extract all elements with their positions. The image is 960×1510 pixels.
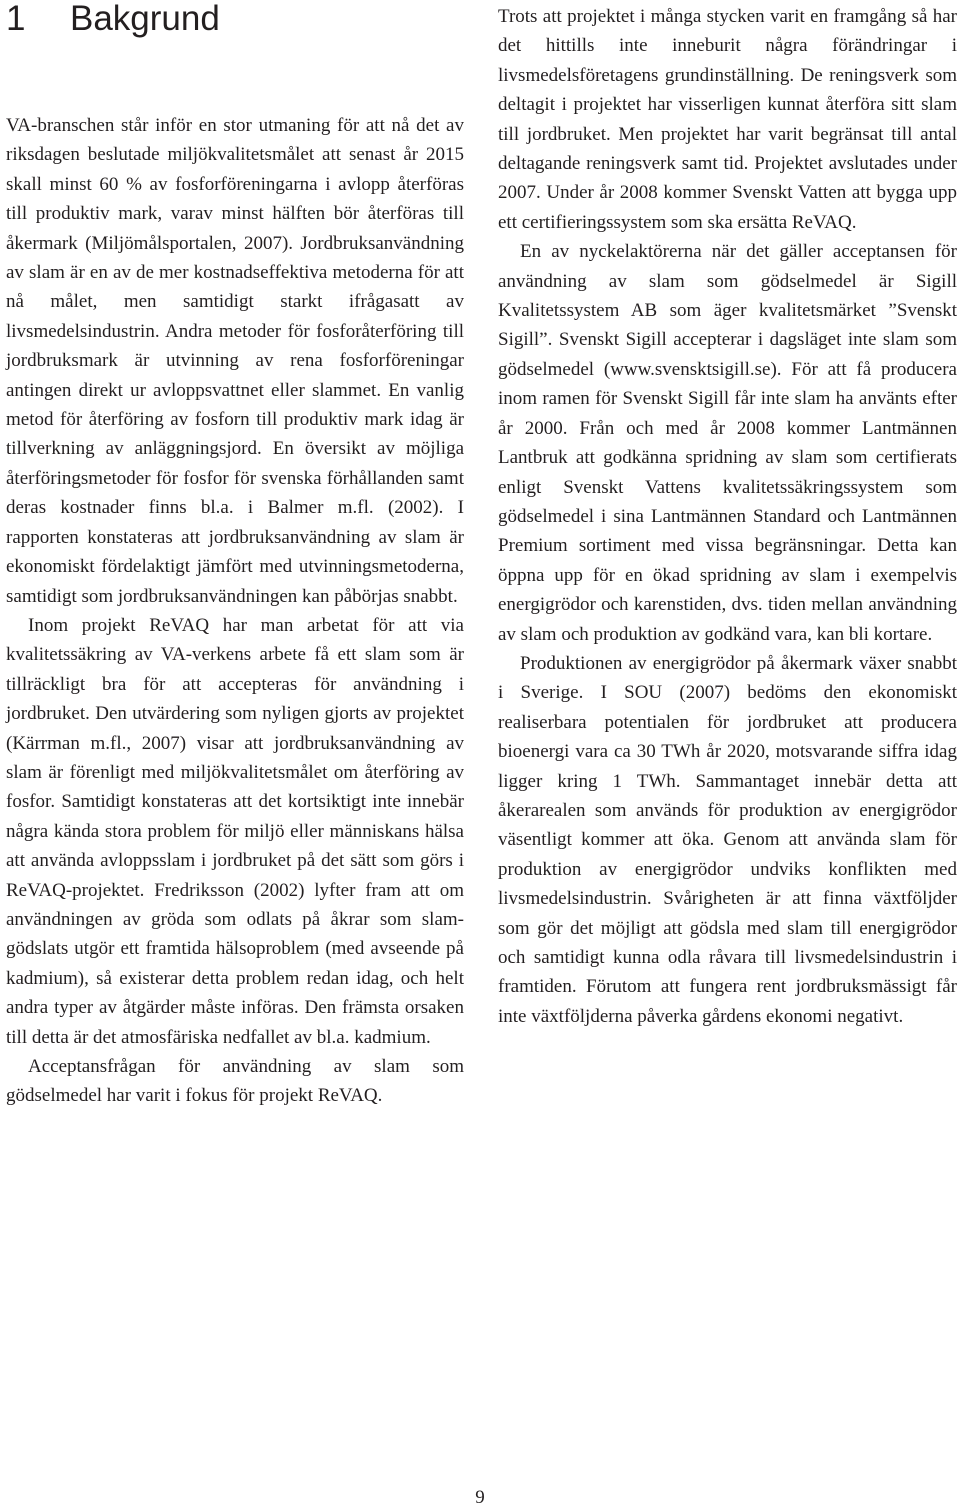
paragraph: Inom projekt ReVAQ har man arbetat för att via kvalitetssäkring av VA-verkens arbete få ett slam som är tillräckligt bra för att accepteras för användning i jordbruket. Den utvärdering som nyligen gjorts av projektet (Kärrman m.fl., 2007) visar att jordbruksanvändning av slam är förenligt med miljökvalitetsmålet om återföring av fosfor. Samtidigt konstateras att det kortsiktigt inte innebär några kända stora problem för miljö eller människans hälsa att använda avloppsslam i jordbruket på det sätt som görs i ReVAQ-projektet. Fredriksson (2002) lyfter fram att om användningen av gröda som odlats på åkrar som slamgödslats utgör ett framtida hälsoproblem (med avseende på kadmium), så existerar detta problem redan idag, och helt andra typer av åtgärder måste införas. Den främsta orsaken till detta är det atmosfäriska nedfallet av bl.a. kadmium.	[6, 614, 464, 1048]
paragraph: Trots att projektet i många stycken varit en framgång så har det hittills inte inneburit några förändringar i livsmedelsföretagens grundinställning. De reningsverk som deltagit i projektet har visserligen kunnat återföra sitt slam till jordbruket. Men projektet har varit begränsat till antal deltagande reningsverk samt tid. Projektet avslutades under 2007. Under år 2008 kommer Svenskt Vatten att bygga upp ett certifieringssystem som ska ersätta ReVAQ.	[498, 6, 957, 233]
chapter-number: 1	[6, 0, 26, 38]
paragraph: Produktionen av energigrödor på åkermark växer snabbt i Sverige. I SOU (2007) bedöms den ekonomiskt realiserbara potentialen för jordbruket att producera bioenergi vara ca 30 TWh år 2020, motsvarande siffra idag ligger kring 1 TWh. Sammantaget innebär detta att åkerarealen som används för produktion av energigrödor väsentligt kommer att öka. Genom att använda slam för produktion av energigrödor undviks konflikten med livsmedelsindustrin. Svårigheten är att finna växtföljder som gör det möjligt att gödsla med slam till energigrödor och samtidigt kunna odla råvara till livsmedelsindustrin i framtiden. Förutom att fungera rent jordbruksmässigt får inte växtföljderna påverka gårdens ekonomi negativt.	[498, 652, 957, 1027]
chapter-heading	[6, 0, 220, 40]
left-text-column	[6, 111, 464, 1111]
paragraph: Acceptansfrågan för användning av slam som gödselmedel har varit i fokus för projekt ReVAQ.	[6, 1056, 464, 1107]
paragraph: VA-branschen står inför en stor utmaning för att nå det av riksdagen beslutade miljökvalitetsmålet att senast år 2015 skall minst 60 % av fosforföreningarna i avlopp återföras till produktiv mark, varav minst hälften bör återföras till åkermark (Miljömålsportalen, 2007). Jordbruksanvändning av slam är en av de mer kostnadseffektiva metoderna för att nå målet, men samtidigt starkt ifrågasatt av livsmedelsindustrin. Andra metoder för fosforåterföring till jordbruksmark är utvinning av rena fosforföreningar antingen direkt ur avloppsvattnet eller slammet. En vanlig metod för återföring av fosforn till produktiv mark idag är tillverkning av anläggningsjord. En översikt av möjliga återföringsmetoder för fosfor för svenska förhållanden samt deras kostnader finns bl.a. i Balmer m.fl. (2002). I rapporten konstateras att jordbruksanvändning av slam är ekonomiskt fördelaktigt jämfört med utvinningsmetoderna, samtidigt som jordbruksanvändningen kan påbörjas snabbt.	[6, 115, 464, 607]
paragraph: En av nyckelaktörerna när det gäller acceptansen för användning av slam som gödselmedel är Sigill Kvalitetssystem AB som äger kvalitetsmärket ”Svenskt Sigill”. Svenskt Sigill accepterar i dagsläget inte slam som gödselmedel (www.svensktsigill.se). För att få producera inom ramen för Svenskt Sigill får inte slam ha använts efter år 2000. Från och med år 2008 kommer Lantmännen Lantbruk att godkänna spridning av slam som certifierats enligt Svenskt Vattens kvalitetssäkringssystem som gödselmedel i sina Lantmännen Standard och Lantmännen Premium sortiment med vissa begränsningar. Detta kan öppna upp för en ökad spridning av slam i exempelvis energigrödor och karenstiden, dvs. tiden mellan användning av slam och produktion av godkänd vara, kan bli kortare.	[498, 241, 957, 645]
page-number: 9	[475, 1487, 485, 1508]
right-text-column	[498, 2, 957, 1031]
chapter-title: Bakgrund	[70, 0, 220, 38]
